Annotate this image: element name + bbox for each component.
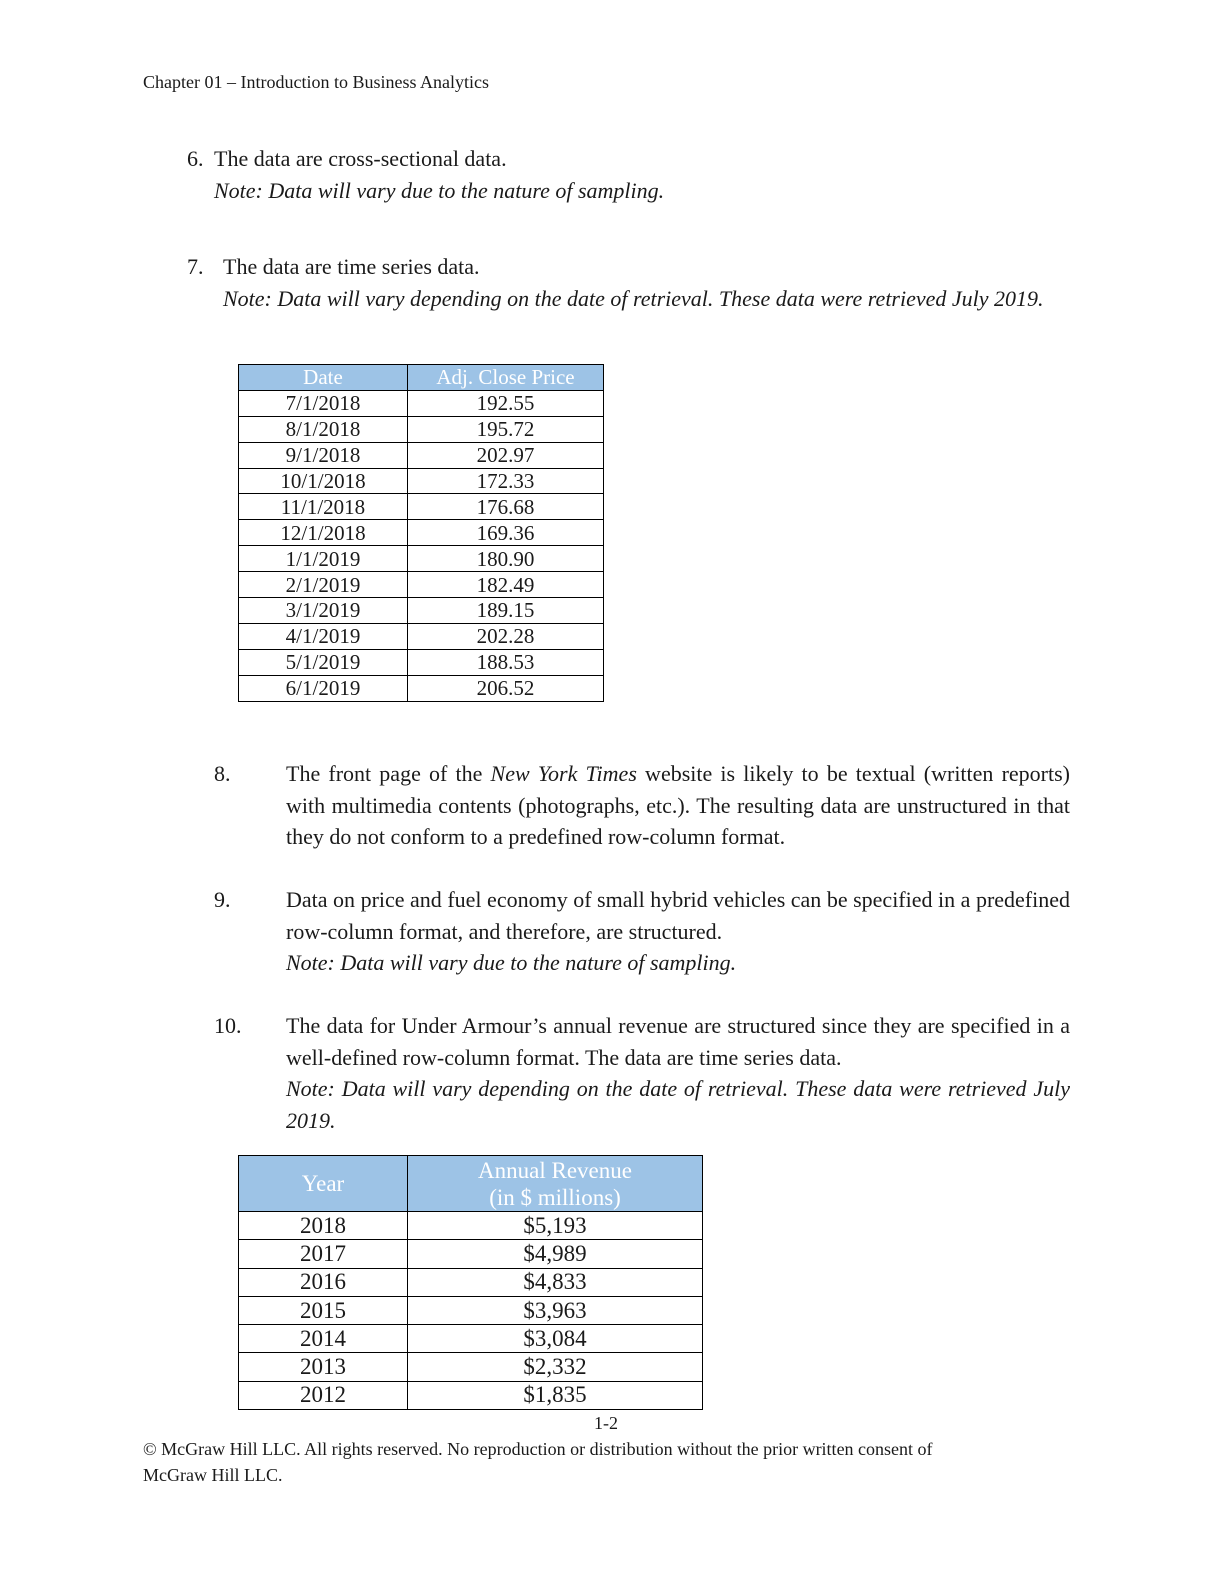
- page-number: 1-2: [594, 1413, 618, 1433]
- table-cell: 180.90: [408, 546, 604, 572]
- item-7: [223, 251, 1055, 314]
- table-cell: 6/1/2019: [239, 675, 408, 701]
- item-6-number: 6.: [187, 146, 204, 171]
- item-6-note: Note: Data will vary due to the nature of sampling.: [214, 177, 665, 203]
- table-cell: $3,084: [408, 1325, 703, 1353]
- table-cell: 189.15: [408, 598, 604, 624]
- table-cell: 2/1/2019: [239, 572, 408, 598]
- table-cell: $5,193: [408, 1212, 703, 1240]
- table-cell: 9/1/2018: [239, 442, 408, 468]
- item-7-text: The data are time series data.: [223, 254, 480, 279]
- item-6-text: The data are cross-sectional data.: [214, 146, 507, 171]
- table-row: [239, 1268, 703, 1296]
- footer-line-2: McGraw Hill LLC.: [143, 1465, 283, 1485]
- stock-price-table: [238, 364, 604, 702]
- table-cell: 202.97: [408, 442, 604, 468]
- table-row: [239, 1212, 703, 1240]
- item-10-text: The data for Under Armour’s annual revenue are structured since they are specified in a well-defined row-column format. The data are time series data.: [286, 1013, 1070, 1070]
- table-row: [239, 442, 604, 468]
- item-9-note: Note: Data will vary due to the nature of sampling.: [286, 950, 737, 975]
- item-8-text-start: The front page of the: [286, 761, 491, 786]
- item-8-italic-title: New York Times: [490, 761, 637, 786]
- table-row: [239, 623, 604, 649]
- table-cell: 5/1/2019: [239, 649, 408, 675]
- table-row: [239, 520, 604, 546]
- table-cell: 12/1/2018: [239, 520, 408, 546]
- table-cell: $3,963: [408, 1296, 703, 1324]
- table-row: [239, 494, 604, 520]
- table-cell: 188.53: [408, 649, 604, 675]
- table-cell: 8/1/2018: [239, 416, 408, 442]
- table-cell: 172.33: [408, 468, 604, 494]
- item-8-text: [286, 758, 1070, 853]
- table-row: [239, 1381, 703, 1409]
- table-cell: 11/1/2018: [239, 494, 408, 520]
- table-cell: 176.68: [408, 494, 604, 520]
- table-cell: 2015: [239, 1296, 408, 1324]
- table-row: [239, 390, 604, 416]
- item-9-number: 9.: [214, 887, 231, 912]
- column-header-year: Year: [239, 1156, 408, 1212]
- table-row: [239, 546, 604, 572]
- table-cell: 195.72: [408, 416, 604, 442]
- table-header-row: [239, 1156, 703, 1212]
- table-row: [239, 416, 604, 442]
- item-6: [214, 143, 1074, 206]
- table-row: [239, 468, 604, 494]
- item-7-number: 7.: [187, 254, 204, 279]
- table-cell: 2016: [239, 1268, 408, 1296]
- item-10-number: 10.: [214, 1013, 242, 1038]
- copyright-footer: [143, 1436, 1043, 1488]
- item-8-text-end: website is likely to be textual (written reports) with multimedia contents (photographs, etc.). The resulting data are unstructured in that they do not conform to a predefined row-column format.: [286, 761, 1071, 849]
- table-cell: $1,835: [408, 1381, 703, 1409]
- table-row: [239, 598, 604, 624]
- table-row: [239, 675, 604, 701]
- revenue-table: [238, 1155, 703, 1410]
- page-header: Chapter 01 – Introduction to Business Analytics: [143, 72, 489, 92]
- column-header-revenue-line1: Annual Revenue: [478, 1157, 632, 1183]
- table-cell: 7/1/2018: [239, 390, 408, 416]
- table-cell: $4,833: [408, 1268, 703, 1296]
- table-row: [239, 1325, 703, 1353]
- table-cell: 4/1/2019: [239, 623, 408, 649]
- table-row: [239, 1353, 703, 1381]
- table-row: [239, 649, 604, 675]
- column-header-revenue: [408, 1156, 703, 1212]
- table-cell: 202.28: [408, 623, 604, 649]
- table-cell: $4,989: [408, 1240, 703, 1268]
- table-cell: 3/1/2019: [239, 598, 408, 624]
- table-cell: 10/1/2018: [239, 468, 408, 494]
- table-cell: 2013: [239, 1353, 408, 1381]
- table-cell: 2012: [239, 1381, 408, 1409]
- table-header-row: [239, 365, 604, 391]
- item-8-number: 8.: [214, 761, 231, 786]
- table-cell: $2,332: [408, 1353, 703, 1381]
- table-cell: 2017: [239, 1240, 408, 1268]
- item-9-text: Data on price and fuel economy of small hybrid vehicles can be specified in a predefined row-column format, and therefore, are structured.: [286, 887, 1070, 944]
- table-cell: 182.49: [408, 572, 604, 598]
- column-header-revenue-line2: (in $ millions): [489, 1184, 621, 1210]
- item-10-note: Note: Data will vary depending on the date of retrieval. These data were retrieved July 2019.: [286, 1076, 1070, 1133]
- table-cell: 206.52: [408, 675, 604, 701]
- table-cell: 1/1/2019: [239, 546, 408, 572]
- column-header-price: Adj. Close Price: [408, 365, 604, 391]
- footer-line-1: © McGraw Hill LLC. All rights reserved. No reproduction or distribution without the prior written consent of: [143, 1439, 933, 1459]
- table-cell: 2018: [239, 1212, 408, 1240]
- item-10: [286, 1010, 1070, 1136]
- item-9: [286, 884, 1070, 979]
- table-row: [239, 1296, 703, 1324]
- table-row: [239, 1240, 703, 1268]
- table-row: [239, 572, 604, 598]
- table-cell: 2014: [239, 1325, 408, 1353]
- item-7-note: Note: Data will vary depending on the date of retrieval. These data were retrieved July 2019.: [223, 285, 1044, 311]
- table-cell: 169.36: [408, 520, 604, 546]
- table-cell: 192.55: [408, 390, 604, 416]
- column-header-date: Date: [239, 365, 408, 391]
